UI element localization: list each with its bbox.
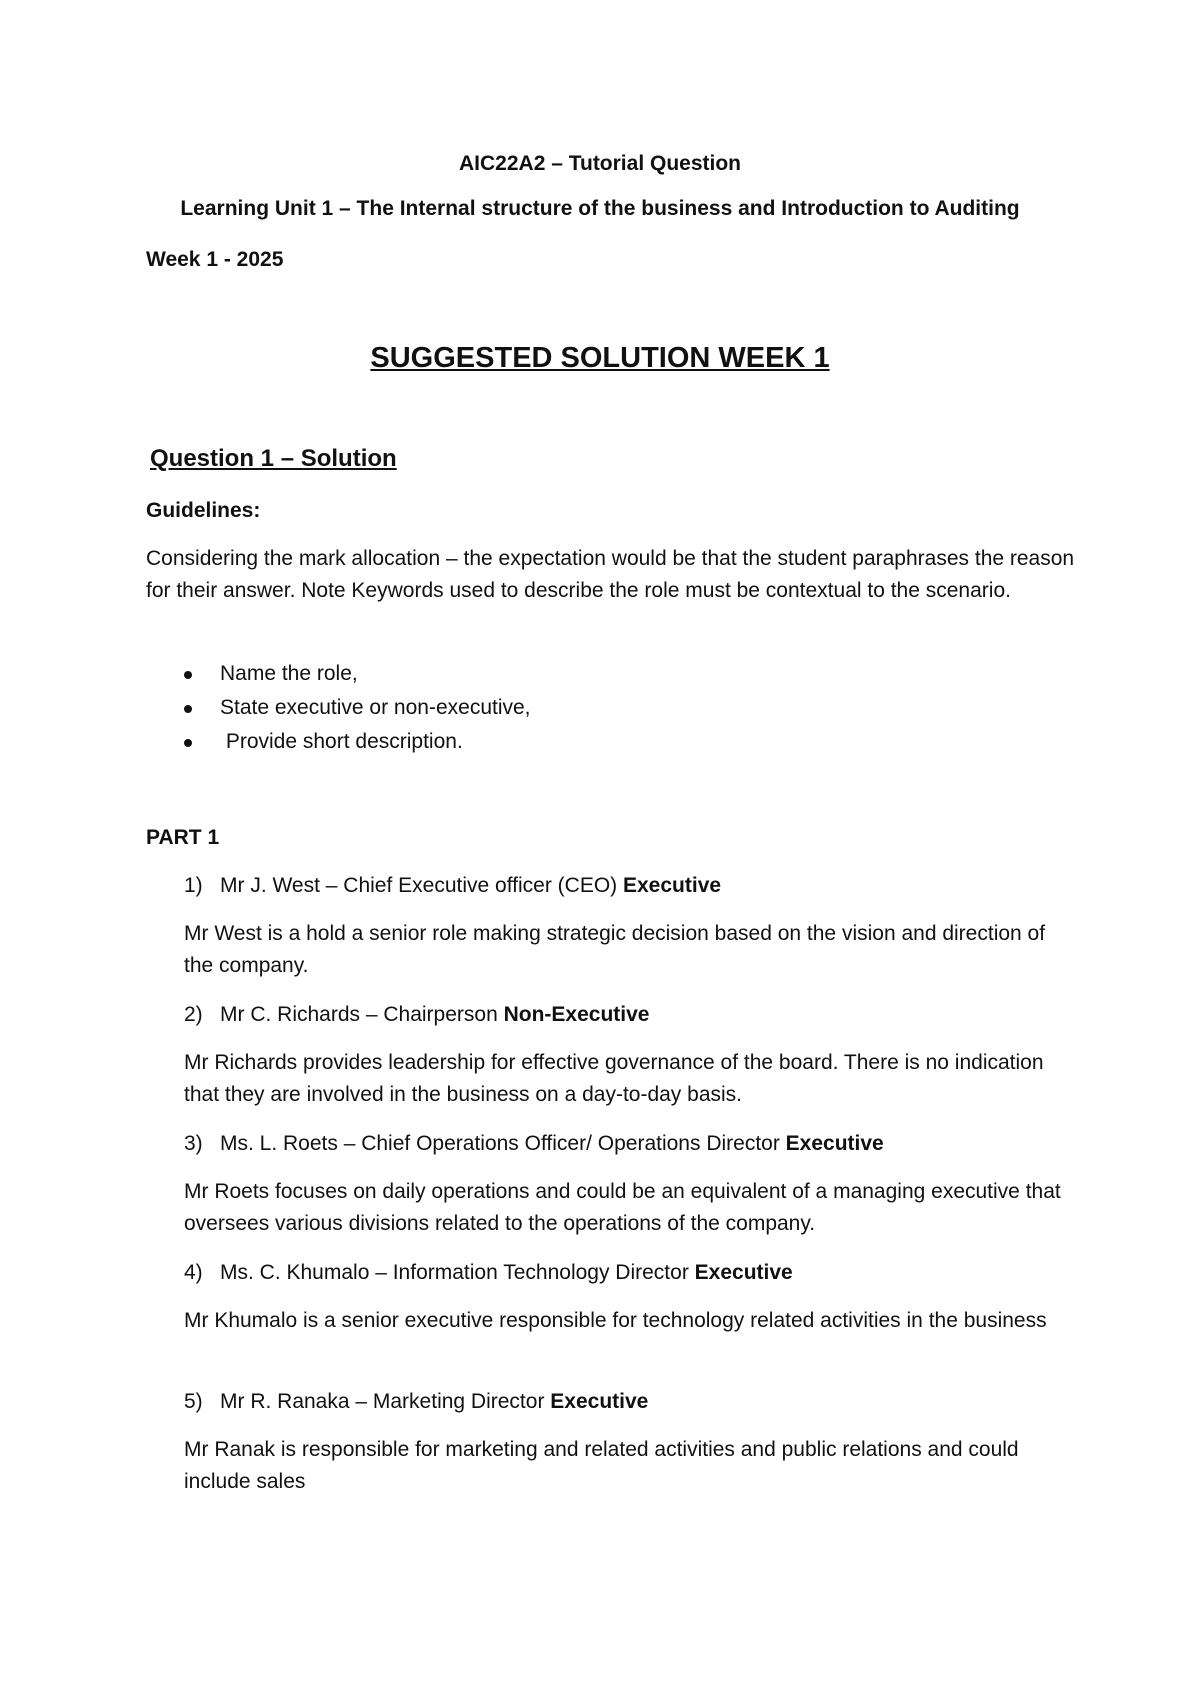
role-item-2 [184,999,1064,1111]
role-description: Mr Richards provides leadership for effective governance of the board. There is no indication that they are involved in the business on a day-to-day basis. [184,1051,1044,1106]
role-heading [184,999,1064,1031]
guidelines-text: Considering the mark allocation – the expectation would be that the student paraphrases the reason for their answer. Note Keywords used to describe the role must be contextual to the scenario. [146,547,1075,602]
role-type: Executive [694,1261,793,1284]
role-heading [184,870,1064,902]
bullet-icon [184,671,192,679]
role-type: Non-Executive [503,1003,650,1026]
role-heading [184,1386,1064,1418]
guidelines-label: Guidelines: [146,499,261,522]
list-item [146,726,531,760]
role-item-3 [184,1128,1064,1240]
role-number: 4) [184,1261,203,1284]
role-name: Ms. C. Khumalo – Information Technology Director [220,1261,695,1284]
role-name: Mr R. Ranaka – Marketing Director [220,1390,551,1413]
document-title: AIC22A2 – Tutorial Question [459,152,741,175]
role-description: Mr Khumalo is a senior executive responsible for technology related activities in the business [184,1309,1047,1332]
question-heading: Question 1 – Solution [150,445,397,472]
list-item [146,692,531,726]
role-type: Executive [785,1132,884,1155]
role-number: 2) [184,1003,203,1026]
role-type: Executive [623,874,722,897]
list-item [146,658,531,692]
role-type: Executive [550,1390,649,1413]
guidelines-bullet-list [146,658,531,760]
bullet-icon [184,739,192,747]
role-number: 1) [184,874,203,897]
solution-heading: SUGGESTED SOLUTION WEEK 1 [370,342,830,374]
role-description: Mr Ranak is responsible for marketing and related activities and public relations and could include sales [184,1438,1019,1493]
role-item-1 [184,870,1064,982]
role-name: Mr J. West – Chief Executive officer (CEO) [220,874,623,897]
role-description: Mr West is a hold a senior role making strategic decision based on the vision and direction of the company. [184,922,1046,977]
document-week: Week 1 - 2025 [146,248,284,271]
bullet-text: State executive or non-executive, [220,696,531,719]
role-item-5 [184,1386,1064,1498]
bullet-icon [184,705,192,713]
document-subtitle: Learning Unit 1 – The Internal structure of the business and Introduction to Auditing [180,197,1020,220]
role-item-4 [184,1257,1064,1337]
role-heading [184,1257,1064,1289]
role-name: Ms. L. Roets – Chief Operations Officer/ Operations Director [220,1132,786,1155]
role-heading [184,1128,1064,1160]
bullet-text: Name the role, [220,662,358,685]
part-label: PART 1 [146,826,220,849]
bullet-text: Provide short description. [220,730,463,753]
role-name: Mr C. Richards – Chairperson [220,1003,504,1026]
role-number: 3) [184,1132,203,1155]
role-description: Mr Roets focuses on daily operations and could be an equivalent of a managing executive that oversees various divisions related to the operations of the company. [184,1180,1061,1235]
role-number: 5) [184,1390,203,1413]
